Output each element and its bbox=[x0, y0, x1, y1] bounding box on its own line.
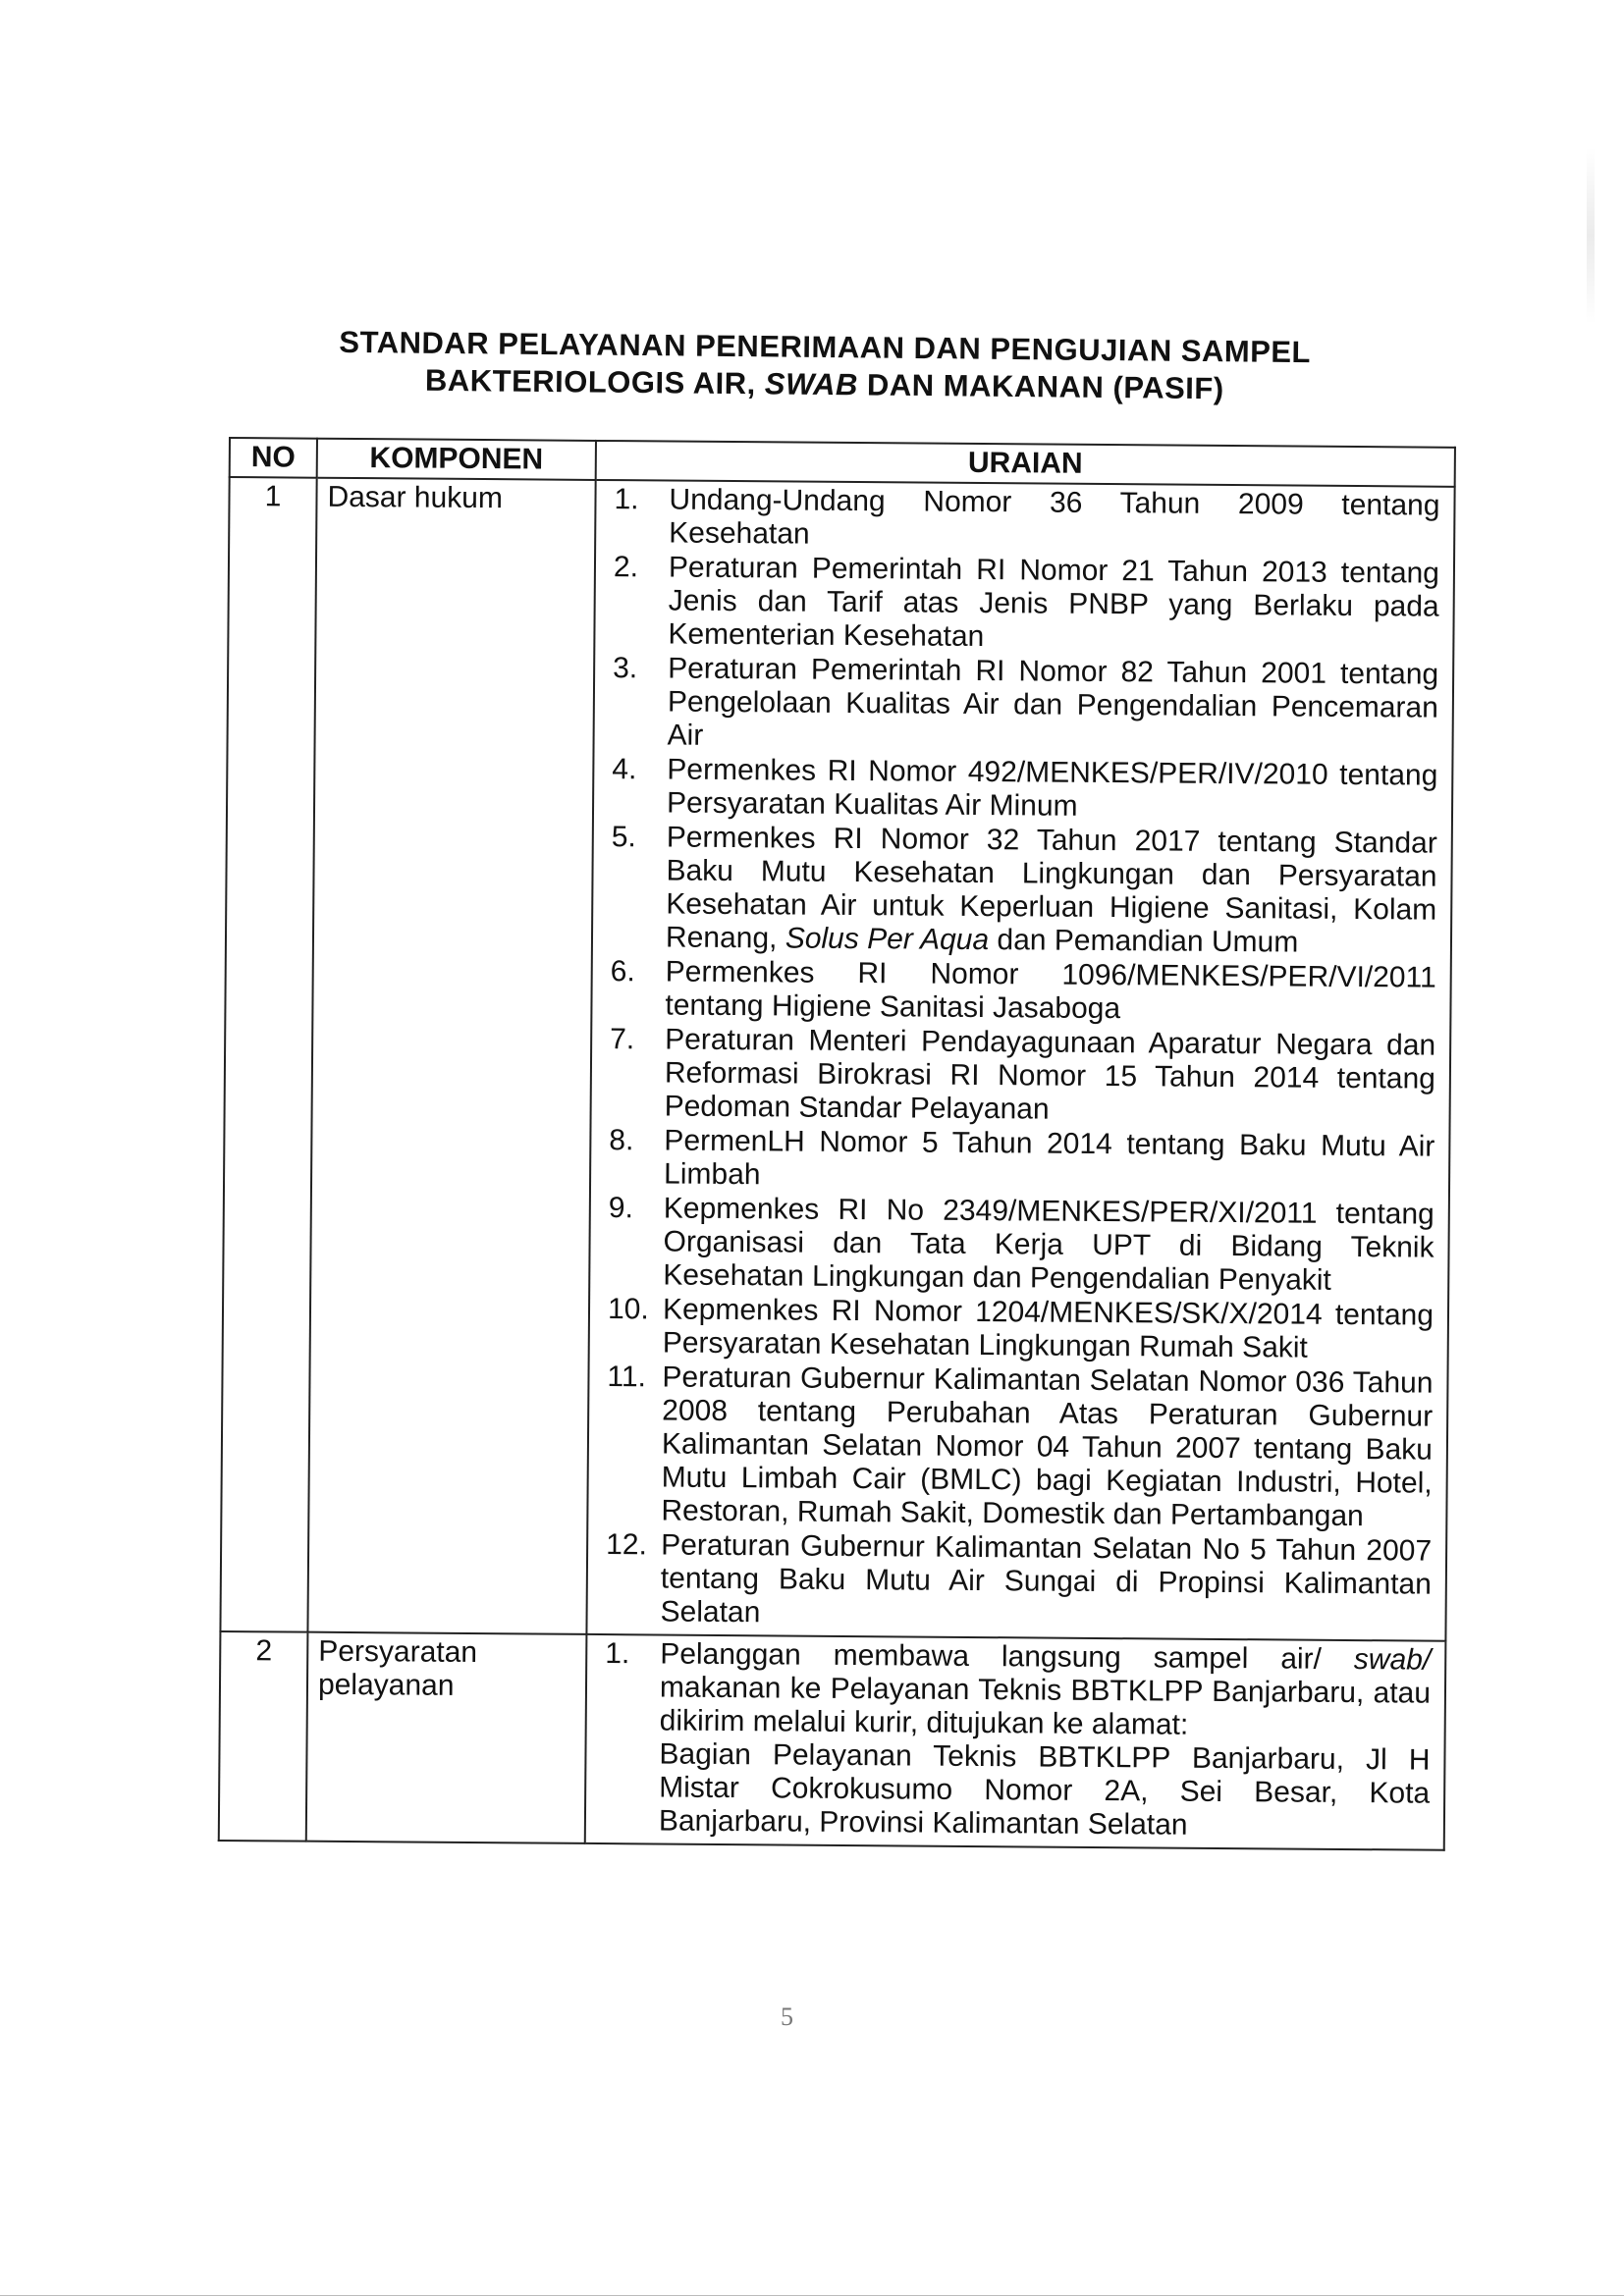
list-item: 1. Undang-Undang Nomor 36 Tahun 2009 tentang Kesehatan bbox=[614, 483, 1440, 551]
row-number: 1 bbox=[220, 477, 316, 1632]
title-emphasis: SWAB bbox=[764, 366, 859, 402]
list-item: 11. Peraturan Gubernur Kalimantan Selatan Nomor 036 Tahun 2008 tentang Perubahan Atas Peraturan Gubernur Kalimantan Selatan Nomor 04 Tahun 2007 tentang Baku Mutu Limbah Cair (BMLC) bagi Kegiatan Industri, Hotel, Restoran, Rumah Sakit, Domestik dan Pertambangan bbox=[607, 1361, 1434, 1533]
title-line-2: BAKTERIOLOGIS AIR, SWAB DAN MAKANAN (PASIF) bbox=[424, 362, 1224, 406]
row-komponen: Persyaratan pelayanan bbox=[306, 1632, 587, 1843]
row-uraian bbox=[586, 480, 1454, 1641]
list-item: 4. Permenkes RI Nomor 492/MENKES/PER/IV/2010 tentang Persyaratan Kualitas Air Minum bbox=[612, 753, 1438, 823]
list-item: 12. Peraturan Gubernur Kalimantan Selatan No 5 Tahun 2007 tentang Baku Mutu Air Sungai di Propinsi Kalimantan Selatan bbox=[606, 1528, 1433, 1629]
row-komponen: Dasar hukum bbox=[307, 478, 595, 1634]
header-komponen: KOMPONEN bbox=[317, 439, 596, 480]
page-number: 5 bbox=[781, 2002, 793, 2031]
list-item: 6. Permenkes RI Nomor 1096/MENKES/PER/VI/2011 tentang Higiene Sanitasi Jasaboga bbox=[610, 955, 1436, 1026]
list-item: 9. Kepmenkes RI No 2349/MENKES/PER/XI/2011 tentang Organisasi dan Tata Kerja UPT di Bidang Teknik Kesehatan Lingkungan dan Pengendalian Penyakit bbox=[608, 1192, 1435, 1297]
list-item: 7. Peraturan Menteri Pendayagunaan Aparatur Negara dan Reformasi Birokrasi RI Nomor 15 Tahun 2014 tentang Pedoman Standar Pelayanan bbox=[610, 1023, 1436, 1126]
header-no: NO bbox=[230, 438, 317, 478]
list-item: 10. Kepmenkes RI Nomor 1204/MENKES/SK/X/2014 tentang Persyaratan Kesehatan Lingkungan Rumah Sakit bbox=[607, 1293, 1435, 1364]
list-item: 8. PermenLH Nomor 5 Tahun 2014 tentang Baku Mutu Air Limbah bbox=[609, 1124, 1435, 1192]
table-row bbox=[219, 1631, 1446, 1850]
header-uraian: URAIAN bbox=[596, 441, 1455, 487]
list-item: 5. Permenkes RI Nomor 32 Tahun 2017 tentang Standar Baku Mutu Kesehatan Lingkungan dan Persyaratan Kesehatan Air untuk Keperluan Higiene Sanitasi, Kolam Renang, Solus Per Aqua dan Pemandian Umum bbox=[611, 821, 1437, 959]
row-uraian bbox=[585, 1634, 1446, 1850]
title-line-1: STANDAR PELAYANAN PENERIMAAN DAN PENGUJIAN SAMPEL bbox=[339, 324, 1312, 370]
standard-table bbox=[218, 437, 1456, 1851]
uraian-list bbox=[604, 1637, 1432, 1844]
list-item: 3. Peraturan Pemerintah RI Nomor 82 Tahun 2001 tentang Pengelolaan Kualitas Air dan Pengendalian Pencemaran Air bbox=[613, 652, 1439, 752]
scan-artifact bbox=[1587, 147, 1595, 324]
document-title bbox=[295, 323, 1356, 408]
row-number: 2 bbox=[219, 1631, 308, 1842]
uraian-list bbox=[605, 483, 1439, 1635]
list-item: 2. Peraturan Pemerintah RI Nomor 21 Tahun 2013 tentang Jenis dan Tarif atas Jenis PNBP yang Berlaku pada Kementerian Kesehatan bbox=[613, 551, 1440, 654]
table-row bbox=[220, 477, 1454, 1641]
list-item: 1. Pelanggan membawa langsung sampel air/ swab/ makanan ke Pelayanan Teknis BBTKLPP Banjarbaru, atau dikirim melalui kurir, ditujukan ke alamat: Bagian Pelayanan Teknis BBTKLPP Banjarbaru, Jl H Mistar Cokrokusumo Nomor 2A, Sei Besar, Kota Banjarbaru, Provinsi Kalimantan Selatan bbox=[605, 1637, 1432, 1842]
